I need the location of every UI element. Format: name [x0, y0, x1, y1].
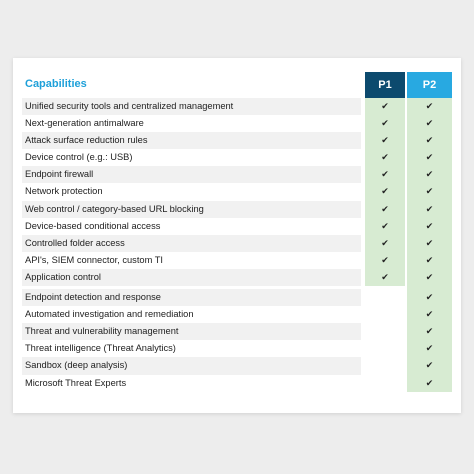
empty-cell-p1: [365, 306, 405, 323]
check-icon-p1: ✔: [365, 149, 405, 166]
table-row: [22, 357, 453, 374]
column-header-p2: P2: [407, 72, 452, 98]
table-group-p2-only: [22, 289, 453, 392]
capability-label: Web control / category-based URL blocking: [22, 201, 361, 218]
check-icon-p2: ✔: [407, 132, 452, 149]
check-icon-p2: ✔: [407, 323, 452, 340]
check-icon-p1: ✔: [365, 235, 405, 252]
table-row: [22, 306, 453, 323]
capability-label: Application control: [22, 269, 361, 286]
check-icon-p2: ✔: [407, 218, 452, 235]
capability-label: Controlled folder access: [22, 235, 361, 252]
check-icon-p1: ✔: [365, 98, 405, 115]
check-icon-p2: ✔: [407, 115, 452, 132]
table-row: [22, 375, 453, 392]
check-icon-p2: ✔: [407, 201, 452, 218]
check-icon-p2: ✔: [407, 149, 452, 166]
table-header: [22, 71, 453, 98]
capability-label: API's, SIEM connector, custom TI: [25, 254, 164, 265]
check-icon-p2: ✔: [407, 306, 452, 323]
check-icon-p2: ✔: [407, 166, 452, 183]
check-icon-p1: ✔: [365, 166, 405, 183]
check-icon-p2: ✔: [407, 340, 452, 357]
check-icon-p2: ✔: [407, 252, 452, 269]
table-row: [22, 166, 453, 183]
capability-label: Sandbox (deep analysis): [22, 357, 361, 374]
table-title: Capabilities: [25, 78, 87, 90]
table-row: [22, 98, 453, 115]
check-icon-p1: ✔: [365, 218, 405, 235]
empty-cell-p1: [365, 289, 405, 306]
capabilities-card: [13, 58, 461, 413]
table-row: [22, 252, 453, 269]
table-row: [22, 340, 453, 357]
table-row: [22, 323, 453, 340]
empty-cell-p1: [365, 357, 405, 374]
empty-cell-p1: [365, 323, 405, 340]
capability-label: Next-generation antimalware: [25, 118, 144, 129]
capability-label: Threat intelligence (Threat Analytics): [25, 343, 176, 354]
capability-label: Device-based conditional access: [25, 220, 161, 231]
table-row: [22, 218, 453, 235]
check-icon-p1: ✔: [365, 183, 405, 200]
check-icon-p2: ✔: [407, 183, 452, 200]
column-header-p1: P1: [365, 72, 405, 98]
capability-label: Network protection: [25, 186, 103, 197]
check-icon-p2: ✔: [407, 269, 452, 286]
check-icon-p2: ✔: [407, 289, 452, 306]
table-row: [22, 235, 453, 252]
table-row: [22, 201, 453, 218]
capability-label: Microsoft Threat Experts: [25, 377, 127, 388]
capability-label: Automated investigation and remediation: [25, 309, 194, 320]
check-icon-p1: ✔: [365, 115, 405, 132]
table-row: [22, 183, 453, 200]
capability-label: Endpoint detection and response: [22, 289, 361, 306]
table-row: [22, 149, 453, 166]
capability-label: Device control (e.g.: USB): [25, 152, 133, 163]
capability-label: Attack surface reduction rules: [22, 132, 361, 149]
check-icon-p2: ✔: [407, 98, 452, 115]
check-icon-p1: ✔: [365, 269, 405, 286]
table-row: [22, 269, 453, 286]
check-icon-p1: ✔: [365, 252, 405, 269]
table-row: [22, 289, 453, 306]
table-group-p1-p2: [22, 98, 453, 286]
capabilities-table: [22, 71, 453, 392]
capability-label: Unified security tools and centralized management: [22, 98, 361, 115]
empty-cell-p1: [365, 340, 405, 357]
check-icon-p2: ✔: [407, 375, 452, 392]
check-icon-p1: ✔: [365, 132, 405, 149]
table-row: [22, 132, 453, 149]
table-row: [22, 115, 453, 132]
empty-cell-p1: [365, 375, 405, 392]
capability-label: Endpoint firewall: [22, 166, 361, 183]
capability-label: Threat and vulnerability management: [22, 323, 361, 340]
check-icon-p2: ✔: [407, 357, 452, 374]
check-icon-p2: ✔: [407, 235, 452, 252]
check-icon-p1: ✔: [365, 201, 405, 218]
